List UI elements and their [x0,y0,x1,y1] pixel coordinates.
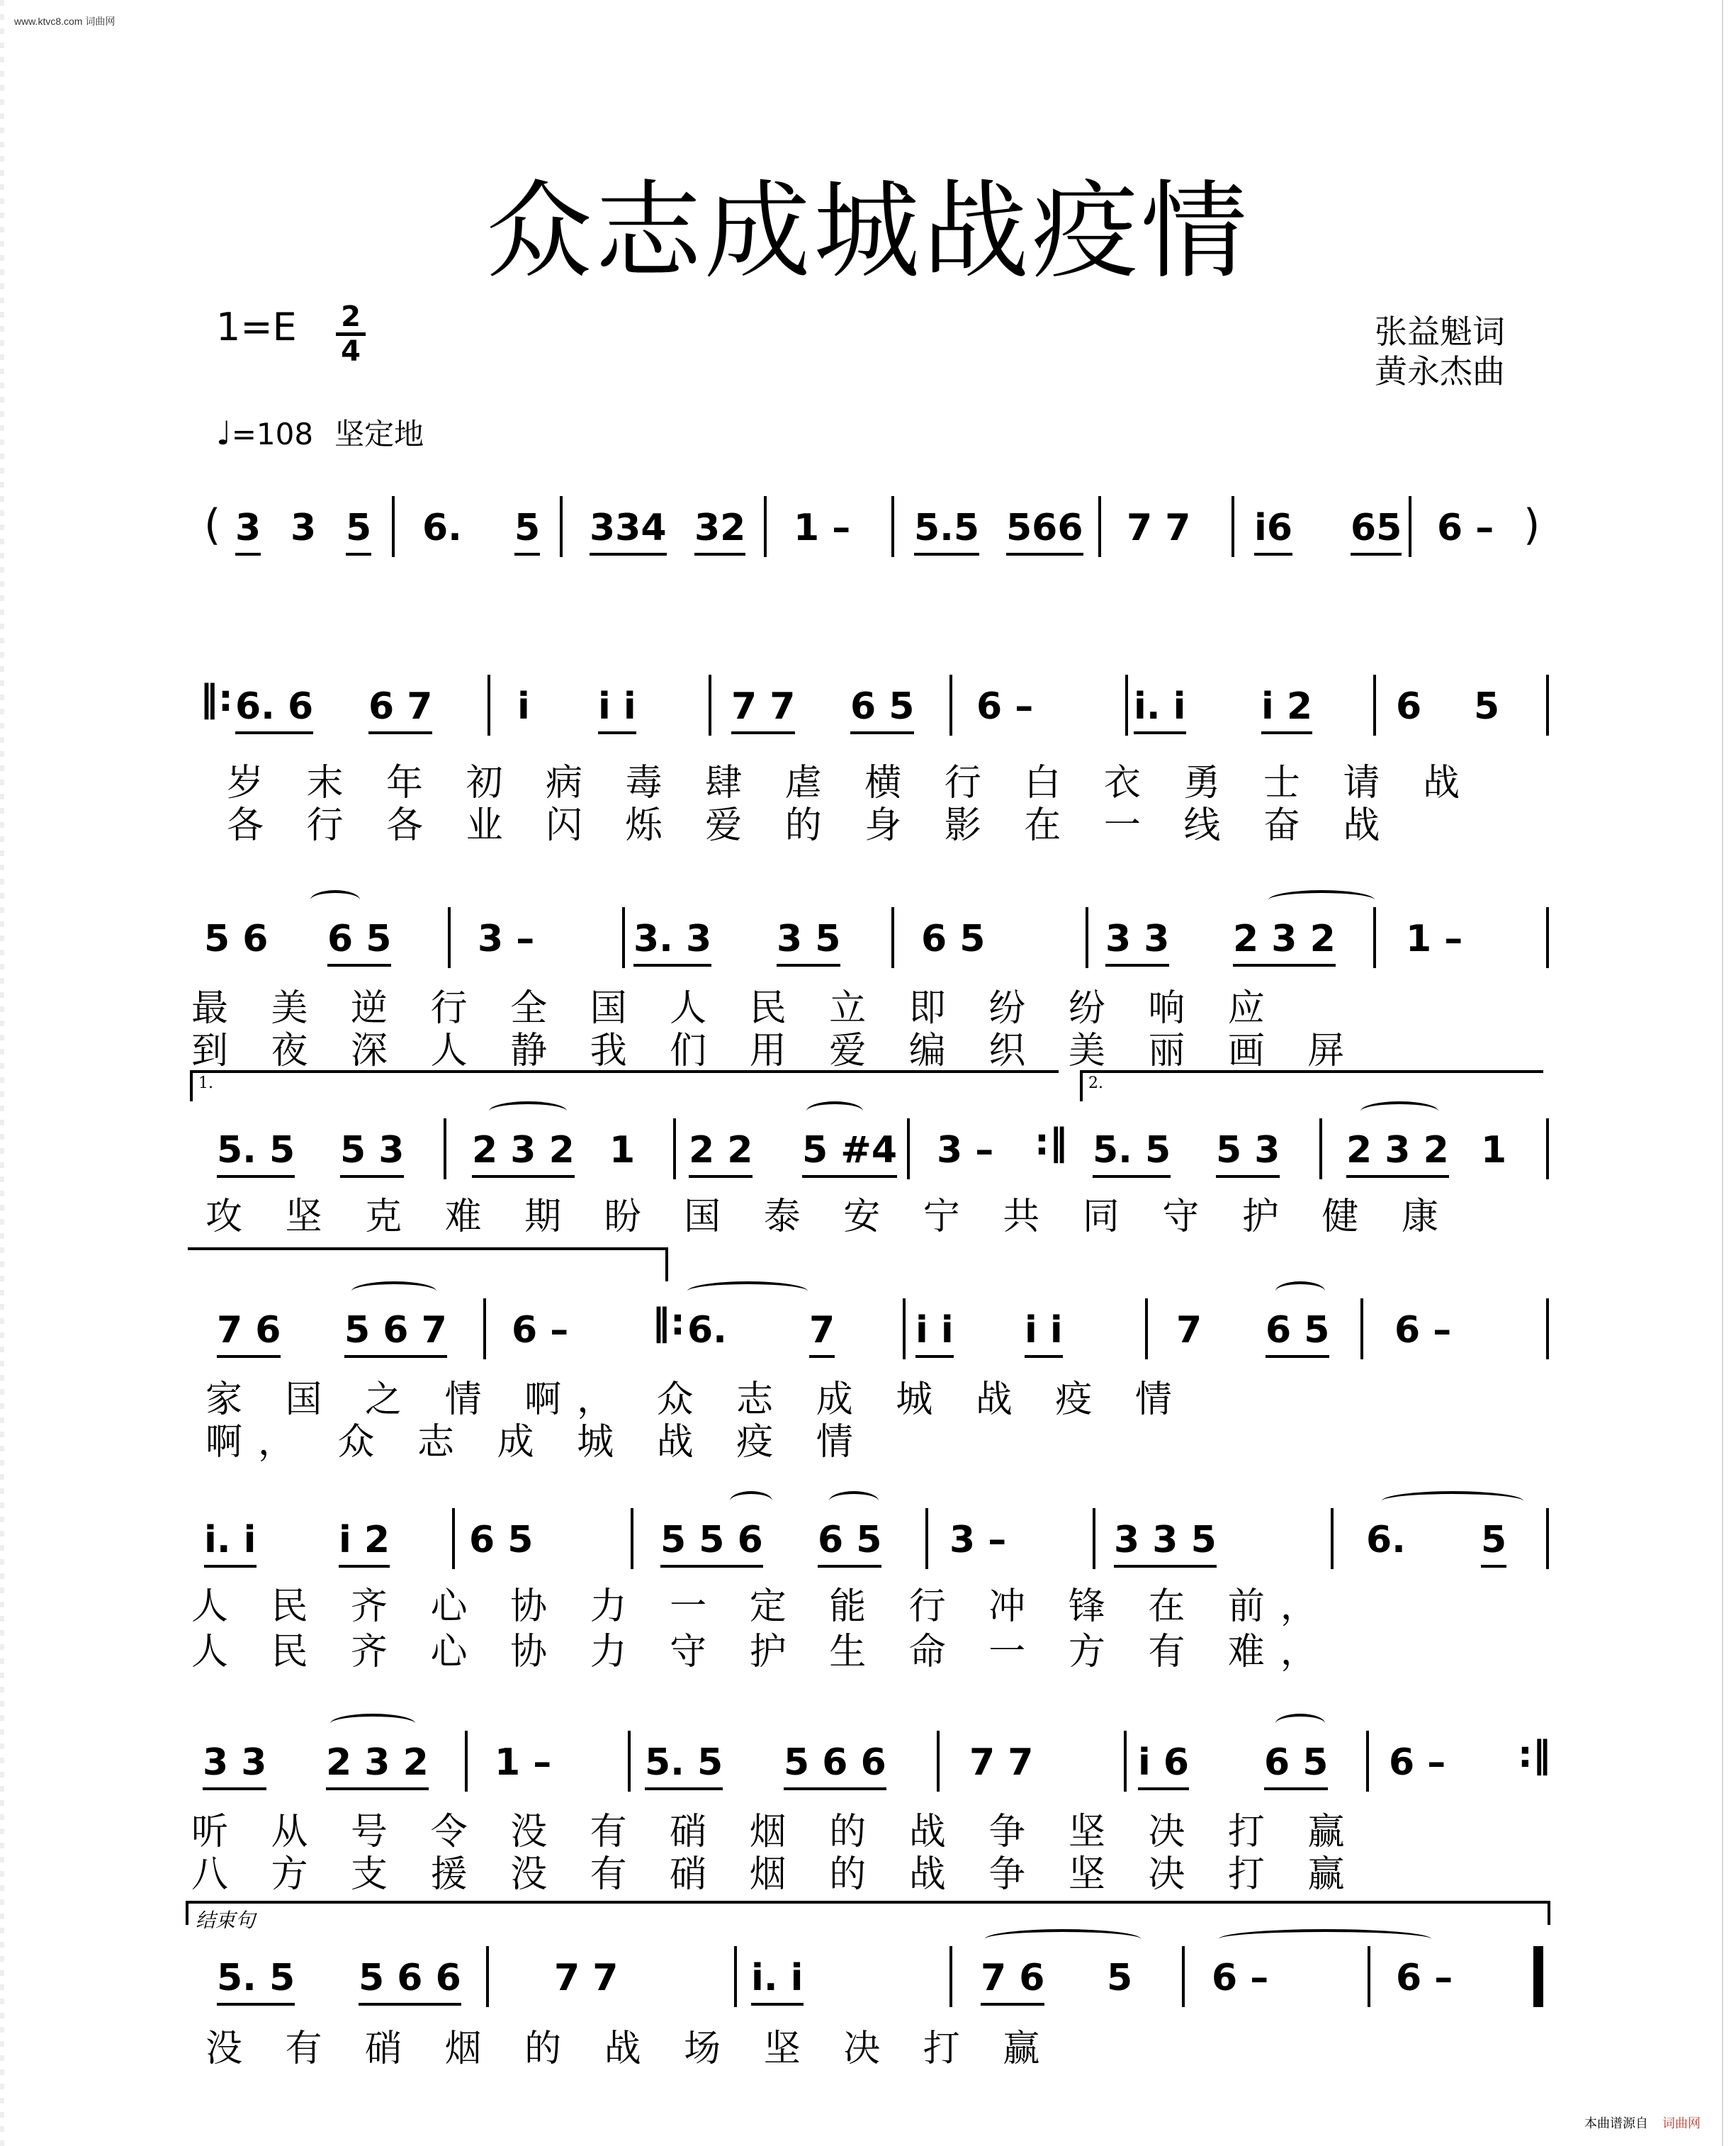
slur [489,1101,567,1121]
tempo-marking: 坚定地 [334,417,424,451]
footer-credit [1584,2113,1701,2132]
lyric-verse-2: 八 方 支 援 没 有 硝 烟 的 战 争 坚 决 打 赢 [191,1853,1360,1896]
slur [1268,890,1375,910]
lyric-verse-2: 人 民 齐 心 协 力 守 护 生 命 一 方 有 难， [191,1631,1333,1673]
lyric-verse-1: 家 国 之 情 啊， 众 志 成 城 战 疫 情 [205,1378,1188,1421]
barline [907,1118,910,1179]
barline [1368,1946,1370,2007]
note: 5 5 6 [660,1515,763,1568]
barline [949,1946,952,2007]
composer: 黄永杰曲 [1375,352,1505,391]
lyric-verse-1: 听 从 号 令 没 有 硝 烟 的 战 争 坚 决 打 赢 [191,1811,1360,1853]
tempo [216,411,424,454]
barline [487,675,490,736]
note: 6 5 [850,682,914,734]
note: 2 3 2 [472,1125,575,1178]
note: 6 5 [1264,1738,1328,1790]
note: 5 [514,503,540,556]
note: 5 [1481,1515,1506,1568]
tempo-value: =108 [231,417,314,451]
barline [465,1731,468,1792]
note: 7 6 [981,1953,1044,2006]
note: 3 3 [1105,914,1169,967]
note: 6 [1396,685,1422,728]
note: 5 6 6 [359,1953,461,2006]
note: 6 5 [1266,1305,1329,1358]
slur [1219,1929,1431,1949]
barline [1546,1508,1549,1569]
note: 1 [1481,1129,1507,1172]
note: 7 7 [554,1957,619,1999]
barline [1546,1118,1549,1179]
barline [891,907,894,968]
note: 5 [346,503,371,556]
note: 6 5 [818,1515,881,1568]
barline [673,1118,676,1179]
repeat-start: ‖: [200,678,233,720]
note: 5 [1107,1957,1133,1999]
note: 2 3 2 [1233,914,1336,967]
note: 7 7 [969,1741,1034,1784]
note: 5 6 6 [784,1738,886,1790]
slur [1275,1714,1325,1734]
slur [1360,1101,1438,1121]
lyric-verse-1: 最 美 逆 行 全 国 人 民 立 即 纷 纷 响 应 [191,987,1280,1030]
note: 6. [1366,1519,1406,1561]
time-sig-bottom: 4 [341,335,361,368]
note: i. i [1134,682,1186,734]
barline [1373,675,1376,736]
volta-2 [1080,1070,1543,1101]
note: 334 [590,503,667,556]
lyric-verse-1: 岁 末 年 初 病 毒 肆 虐 横 行 白 衣 勇 士 请 战 [227,762,1475,804]
barline [949,675,952,736]
open-paren: ( [204,500,221,550]
final-barline [1533,1946,1543,2007]
barline [1360,1298,1363,1359]
barline [1546,675,1549,736]
barline [937,1731,940,1792]
barline [622,907,625,968]
slur [985,1929,1141,1949]
note: 7 7 [731,682,795,734]
footer-right: 词曲网 [1662,2116,1701,2130]
barline [1093,1508,1095,1569]
note: 566 [1006,503,1083,556]
note: 2 3 2 [326,1738,429,1790]
barline [1366,1731,1369,1792]
note: 3 – [478,918,535,960]
barline [1546,907,1549,968]
barline [1125,675,1128,736]
note: 5. 5 [217,1125,295,1178]
note: 5 3 [1216,1125,1280,1178]
note: 6 – [1396,1957,1453,1999]
note: 1 [609,1129,636,1172]
barline [1086,907,1088,968]
barline [925,1508,928,1569]
barline [709,675,711,736]
lyric-verse-2: 啊， 众 志 成 城 战 疫 情 [205,1421,869,1464]
slur [829,1491,879,1511]
barline [1231,496,1234,557]
note: 6 5 [327,914,391,967]
note: 3 [291,507,317,549]
barline [631,1508,633,1569]
note: 5 #4 [802,1125,897,1178]
volta-2-label: 2. [1088,1074,1103,1092]
note: i6 [1254,503,1292,556]
note: 6 – [512,1309,569,1352]
note: 6. [422,507,462,549]
note: 5 [1474,685,1500,728]
barline [1182,1946,1185,2007]
time-sig-top: 2 [341,300,361,333]
slur [310,890,360,910]
note: i i [915,1305,954,1358]
barline [486,1946,489,2007]
site-header: www.ktvc8.com 词曲网 [14,16,115,27]
note: 3 – [937,1129,994,1172]
barline [560,496,563,557]
barline [764,496,767,557]
note: 6 5 [469,1519,534,1561]
note: 6 5 [921,918,986,960]
close-paren: ) [1523,500,1540,550]
note: 32 [694,503,745,556]
note: i 6 [1138,1738,1189,1790]
note: 6. 6 [235,682,313,734]
page-edge [1722,0,1723,2146]
repeat-end: :‖ [1518,1734,1551,1776]
barline [1409,496,1411,557]
repeat-end: :‖ [1035,1121,1068,1164]
barline [1331,1508,1334,1569]
key-signature: 1=E [216,305,297,349]
note: 5. 5 [645,1738,723,1790]
slur [730,1491,772,1511]
note: i 2 [1261,682,1312,734]
barline [452,1508,455,1569]
note: 6 – [1389,1741,1446,1784]
note: 3 [235,503,261,556]
barline [1373,907,1376,968]
barline [444,1118,446,1179]
lyric-verse-1: 人 民 齐 心 协 力 一 定 能 行 冲 锋 在 前， [191,1585,1333,1628]
barline [1124,1731,1127,1792]
ending-bracket [186,1901,1550,1932]
lyric-verse-2: 到 夜 深 人 静 我 们 用 爱 编 织 美 丽 画 屏 [191,1030,1360,1072]
note: i i [598,682,636,734]
note: 5 6 [204,918,269,960]
barline [628,1731,631,1792]
barline [448,907,451,968]
slur [687,1281,808,1301]
note: 5. 5 [217,1953,295,2006]
note: i. i [204,1515,257,1568]
note: 1 – [495,1741,552,1784]
lyric-ending: 没 有 硝 烟 的 战 场 坚 决 打 赢 [205,2028,1056,2070]
barline [1145,1298,1148,1359]
note: 2 3 2 [1346,1125,1449,1178]
barline [392,496,395,557]
slur [806,1101,863,1121]
note: 65 [1351,503,1402,556]
barline [1319,1118,1322,1179]
barline [1546,1298,1549,1359]
slur [351,1281,436,1301]
note: 1 – [794,507,851,549]
volta-1-label: 1. [198,1074,213,1092]
note: 3 – [949,1519,1007,1561]
note: 7 [1176,1309,1202,1352]
slur [1382,1491,1523,1511]
note: 3 5 [777,914,840,967]
ending-label: 结束句 [196,1909,256,1932]
note: 6 – [976,685,1034,728]
note: 3 3 [203,1738,266,1790]
note: 6 – [1212,1957,1269,1999]
barline [1098,496,1101,557]
note: 7 6 [217,1305,281,1358]
note: 3 3 5 [1114,1515,1217,1568]
note: 5 6 7 [344,1305,447,1358]
note: 7 7 [1127,507,1191,549]
quarter-note-icon: ♩ [216,414,232,452]
footer-left: 本曲谱源自 [1584,2116,1648,2130]
note: i 2 [339,1515,390,1568]
note: 6 7 [368,682,432,734]
slur [330,1714,415,1734]
lyric-verse-2: 各 行 各 业 闪 烁 爱 的 身 影 在 一 线 奋 战 [227,804,1396,847]
lyricist: 张益魁词 [1375,313,1505,351]
barline [891,496,894,557]
barline [903,1298,906,1359]
lyric-verse-1: 攻 坚 克 难 期 盼 国 泰 安 宁 共 同 守 护 健 康 [205,1196,1454,1238]
note: i. i [751,1953,804,2006]
slur [1275,1281,1325,1301]
repeat-start: ‖: [652,1301,685,1344]
note: 5. 5 [1093,1125,1171,1178]
note: 5 3 [340,1125,404,1178]
time-signature [333,301,368,367]
note: 3. 3 [633,914,711,967]
note: 5.5 [914,503,979,556]
note: 1 – [1406,918,1463,960]
barline [734,1946,737,2007]
barline [483,1298,486,1359]
note: 7 [809,1305,835,1358]
note: 6 – [1394,1309,1452,1352]
note: 6. [687,1309,727,1352]
credits [1375,312,1505,391]
note: 2 2 [689,1125,753,1178]
note: 6 – [1437,507,1494,549]
note: i i [1025,1305,1063,1358]
volta-1 [190,1070,1059,1101]
margin-watermark [0,0,4,2146]
song-title: 众志成城战疫情 [485,170,1250,293]
note: i [517,685,530,728]
phrase-bracket [188,1247,668,1281]
